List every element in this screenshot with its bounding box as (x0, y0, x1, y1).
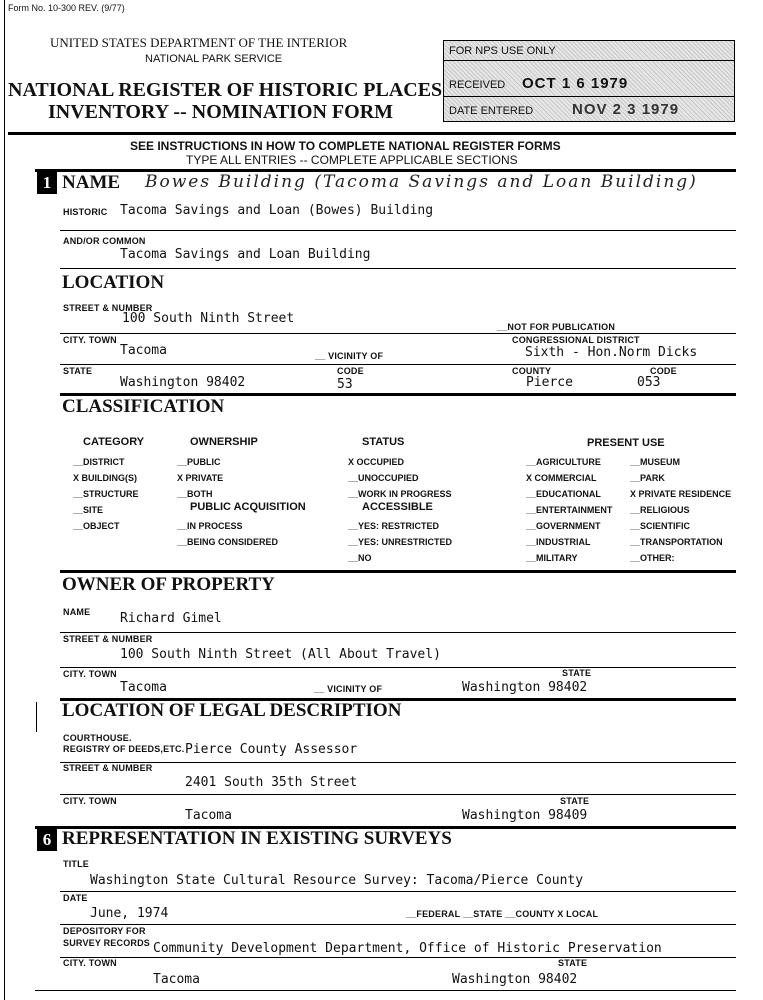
rule (60, 268, 736, 269)
use-other[interactable]: __OTHER: (630, 553, 675, 563)
acquisition-considered[interactable]: __BEING CONSIDERED (177, 537, 279, 547)
acquisition-list (177, 518, 278, 550)
rule (36, 702, 37, 732)
survey-records-label: SURVEY RECORDS (63, 938, 150, 948)
county-code-label: CODE (650, 366, 677, 376)
rule (60, 891, 736, 892)
survey-city-value: Tacoma (153, 972, 200, 987)
owner-street-value: 100 South Ninth Street (All About Travel) (120, 647, 441, 662)
classification-heading: CLASSIFICATION (62, 396, 225, 417)
depository-label: DEPOSITORY FOR (63, 926, 146, 936)
use-industrial[interactable]: __INDUSTRIAL (526, 537, 591, 547)
rule (60, 230, 736, 231)
courthouse-label: COURTHOUSE. (63, 733, 132, 743)
rule (60, 794, 736, 795)
category-site[interactable]: __SITE (73, 505, 104, 515)
section-number-6: 6 (37, 829, 57, 851)
survey-state-label: STATE (558, 958, 588, 968)
use-transportation[interactable]: __TRANSPORTATION (630, 537, 723, 547)
depository-value: Community Development Department, Office of Historic Preservation (153, 941, 662, 956)
status-head: STATUS (362, 436, 405, 448)
ownership-head: OWNERSHIP (190, 436, 258, 448)
use-agriculture[interactable]: __AGRICULTURE (526, 457, 601, 467)
survey-date-label: DATE (63, 893, 88, 903)
received-label: RECEIVED (449, 79, 506, 91)
accessible-restricted[interactable]: __YES: RESTRICTED (348, 521, 440, 531)
form-subtitle: INVENTORY -- NOMINATION FORM (48, 101, 394, 123)
acquisition-head: PUBLIC ACQUISITION (190, 501, 306, 513)
legal-state-value: Washington 98409 (462, 808, 588, 823)
surveys-heading: REPRESENTATION IN EXISTING SURVEYS (62, 828, 452, 849)
survey-title-value: Washington State Cultural Resource Survey: Tacoma/Pierce County (90, 873, 584, 888)
department: UNITED STATES DEPARTMENT OF THE INTERIOR (50, 35, 348, 50)
rule (60, 957, 736, 958)
street-value: 100 South Ninth Street (122, 311, 295, 326)
use-commercial[interactable]: X COMMERCIAL (526, 473, 597, 483)
survey-date-value: June, 1974 (90, 906, 169, 921)
owner-vicinity-label: __ VICINITY OF (314, 684, 383, 694)
owner-heading: OWNER OF PROPERTY (62, 574, 275, 595)
state-label: STATE (63, 366, 93, 376)
vicinity-label: __ VICINITY OF (315, 351, 384, 361)
section-number-1: 1 (37, 172, 57, 194)
nps-use-box (443, 40, 735, 122)
survey-title-label: TITLE (63, 859, 89, 869)
instructions-line2: TYPE ALL ENTRIES -- COMPLETE APPLICABLE SECTIONS (186, 153, 518, 167)
use-private-residence[interactable]: X PRIVATE RESIDENCE (630, 489, 732, 499)
status-work-in-progress[interactable]: __WORK IN PROGRESS (348, 489, 452, 499)
instructions-line1: SEE INSTRUCTIONS IN HOW TO COMPLETE NATIONAL REGISTER FORMS (130, 139, 561, 153)
status-list (348, 454, 452, 502)
owner-street-label: STREET & NUMBER (63, 634, 153, 644)
county-value: Pierce (526, 375, 573, 390)
service: NATIONAL PARK SERVICE (145, 53, 283, 65)
use-government[interactable]: __GOVERNMENT (526, 521, 601, 531)
accessible-unrestricted[interactable]: __YES: UNRESTRICTED (348, 537, 453, 547)
owner-state-label: STATE (562, 668, 592, 678)
category-building[interactable]: X BUILDING(S) (73, 473, 137, 483)
category-head: CATEGORY (83, 436, 145, 448)
rule (35, 990, 736, 991)
entered-label: DATE ENTERED (449, 105, 534, 117)
form-number: Form No. 10-300 REV. (9/77) (8, 3, 125, 13)
city-value: Tacoma (120, 343, 167, 358)
historic-label: HISTORIC (63, 207, 108, 217)
use-religious[interactable]: __RELIGIOUS (630, 505, 690, 515)
rule (60, 762, 736, 763)
rule (60, 632, 736, 633)
county-label: COUNTY (512, 366, 552, 376)
code-value: 53 (337, 377, 353, 392)
not-for-publication: __NOT FOR PUBLICATION (497, 322, 616, 332)
form-title: NATIONAL REGISTER OF HISTORIC PLACES (8, 79, 443, 101)
entered-stamp: NOV 2 3 1979 (572, 101, 680, 118)
rule (60, 924, 736, 925)
survey-state-value: Washington 98402 (452, 972, 578, 987)
owner-name-label: NAME (63, 607, 91, 617)
category-structure[interactable]: __STRUCTURE (73, 489, 139, 499)
owner-name-value: Richard Gimel (120, 611, 222, 626)
accessible-no[interactable]: __NO (348, 553, 372, 563)
nps-header: FOR NPS USE ONLY (444, 41, 734, 61)
margin-rule (4, 0, 5, 1000)
status-unoccupied[interactable]: __UNOCCUPIED (348, 473, 419, 483)
received-row (444, 61, 734, 97)
location-heading: LOCATION (62, 272, 165, 293)
entered-row (444, 97, 734, 121)
accessible-list (348, 518, 452, 566)
use-military[interactable]: __MILITARY (526, 553, 578, 563)
present-use-head: PRESENT USE (587, 437, 665, 449)
owner-state-value: Washington 98402 (462, 680, 588, 695)
category-district[interactable]: __DISTRICT (73, 457, 125, 467)
rule (60, 667, 736, 668)
ownership-both[interactable]: __BOTH (177, 489, 213, 499)
use-list-a (526, 454, 612, 566)
category-list (73, 454, 139, 534)
survey-levels: __FEDERAL __STATE __COUNTY X LOCAL (406, 909, 599, 919)
congress-label: CONGRESSIONAL DISTRICT (512, 335, 640, 345)
code-label: CODE (337, 366, 364, 376)
ownership-private[interactable]: X PRIVATE (177, 473, 224, 483)
registry-label: REGISTRY OF DEEDS,ETC. (63, 744, 185, 754)
rule (60, 570, 736, 573)
courthouse-value: Pierce County Assessor (185, 742, 358, 757)
survey-city-label: CITY. TOWN (63, 958, 117, 968)
use-museum[interactable]: __MUSEUM (630, 457, 681, 467)
accessible-head: ACCESSIBLE (362, 501, 433, 513)
category-object[interactable]: __OBJECT (73, 521, 120, 531)
name-heading: NAME (62, 172, 121, 193)
street-label: STREET & NUMBER (63, 303, 153, 313)
ownership-list (177, 454, 223, 502)
state-value: Washington 98402 (120, 375, 246, 390)
owner-city-label: CITY. TOWN (63, 669, 117, 679)
common-value: Tacoma Savings and Loan Building (120, 247, 371, 262)
use-park[interactable]: __PARK (630, 473, 665, 483)
use-educational[interactable]: __EDUCATIONAL (526, 489, 601, 499)
rule (60, 333, 736, 334)
legal-city-label: CITY. TOWN (63, 796, 117, 806)
common-label: AND/OR COMMON (63, 236, 146, 246)
legal-street-label: STREET & NUMBER (63, 763, 153, 773)
header-rule (8, 132, 736, 135)
ownership-public[interactable]: __PUBLIC (177, 457, 221, 467)
congress-value: Sixth - Hon.Norm Dicks (525, 345, 698, 360)
city-label: CITY. TOWN (63, 335, 117, 345)
handwritten-name: Bowes Building (Tacoma Savings and Loan Building) (145, 172, 698, 192)
use-scientific[interactable]: __SCIENTIFIC (630, 521, 691, 531)
legal-street-value: 2401 South 35th Street (185, 775, 358, 790)
legal-state-label: STATE (560, 796, 590, 806)
received-stamp: OCT 1 6 1979 (522, 75, 629, 92)
acquisition-in-process[interactable]: __IN PROCESS (177, 521, 243, 531)
use-list-b (630, 454, 731, 566)
use-entertainment[interactable]: __ENTERTAINMENT (526, 505, 613, 515)
historic-value: Tacoma Savings and Loan (Bowes) Building (120, 203, 434, 218)
status-occupied[interactable]: X OCCUPIED (348, 457, 405, 467)
county-code-value: 053 (637, 375, 661, 390)
owner-city-value: Tacoma (120, 680, 167, 695)
legal-heading: LOCATION OF LEGAL DESCRIPTION (62, 700, 402, 721)
rule (60, 364, 736, 365)
legal-city-value: Tacoma (185, 808, 232, 823)
